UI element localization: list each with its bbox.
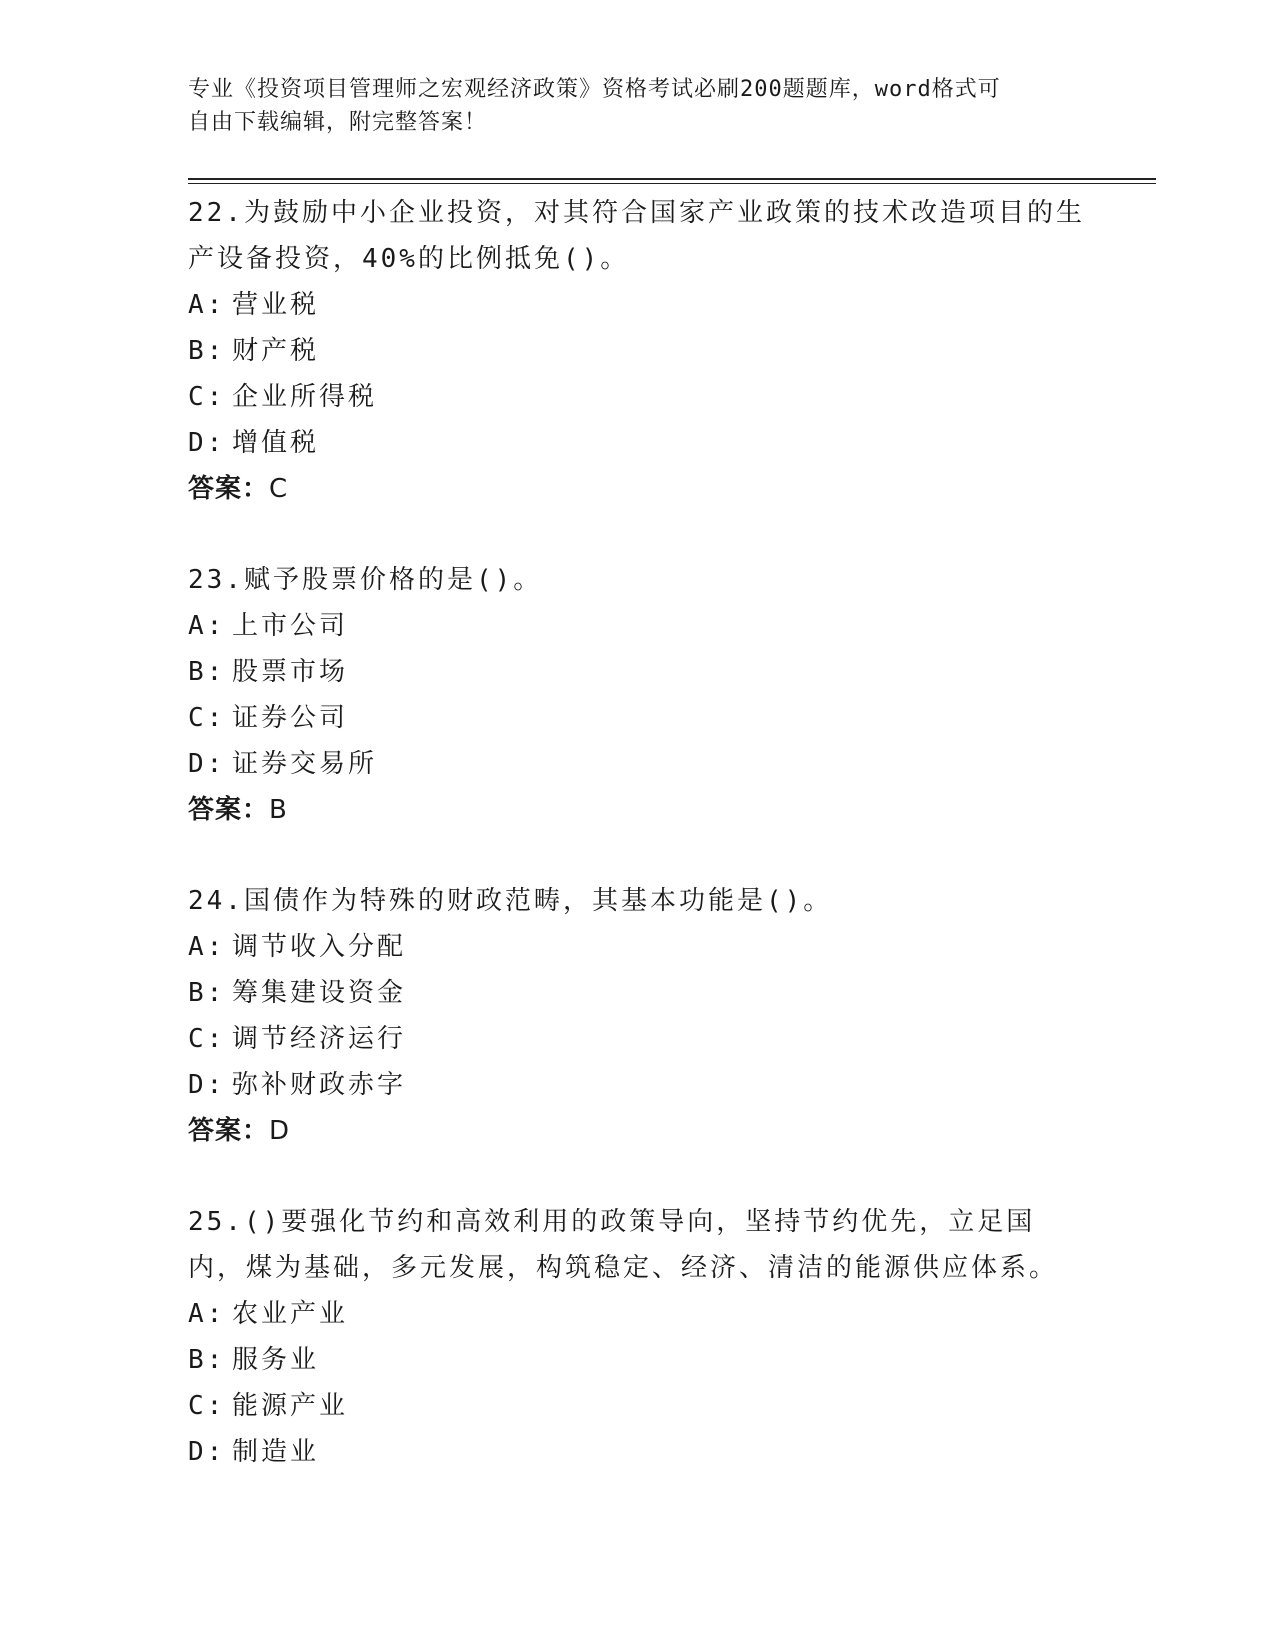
document-header bbox=[188, 73, 1088, 139]
option-letter: B: bbox=[188, 336, 226, 366]
answer-line bbox=[188, 466, 1088, 512]
option-text: 股票市场 bbox=[232, 657, 349, 687]
answer-value: B bbox=[269, 795, 288, 825]
answer-label: 答案： bbox=[188, 795, 270, 825]
option-c bbox=[188, 1016, 1088, 1062]
option-b bbox=[188, 970, 1088, 1016]
header-line-1: 专业《投资项目管理师之宏观经济政策》资格考试必刷200题题库，word格式可 bbox=[188, 77, 1001, 102]
option-letter: B: bbox=[188, 978, 226, 1008]
header-divider-thick bbox=[188, 178, 1156, 180]
option-text: 农业产业 bbox=[232, 1299, 349, 1329]
option-b bbox=[188, 328, 1088, 374]
option-text: 企业所得税 bbox=[232, 382, 378, 412]
option-d bbox=[188, 1062, 1088, 1108]
option-b bbox=[188, 649, 1088, 695]
option-d bbox=[188, 741, 1088, 787]
option-text: 筹集建设资金 bbox=[232, 978, 407, 1008]
option-c bbox=[188, 374, 1088, 420]
answer-label: 答案： bbox=[188, 474, 270, 504]
option-text: 调节经济运行 bbox=[232, 1024, 407, 1054]
option-letter: D: bbox=[188, 428, 226, 458]
option-letter: D: bbox=[188, 1437, 226, 1467]
option-letter: A: bbox=[188, 1299, 226, 1329]
option-letter: A: bbox=[188, 290, 226, 320]
option-d bbox=[188, 1429, 1088, 1475]
question-stem: 24.国债作为特殊的财政范畴，其基本功能是()。 bbox=[188, 886, 833, 916]
option-letter: A: bbox=[188, 932, 226, 962]
option-text: 营业税 bbox=[232, 290, 320, 320]
question-23 bbox=[188, 557, 1088, 833]
question-22 bbox=[188, 190, 1088, 512]
option-text: 证券交易所 bbox=[232, 749, 378, 779]
question-stem: 23.赋予股票价格的是()。 bbox=[188, 565, 543, 595]
option-a bbox=[188, 603, 1088, 649]
answer-value: D bbox=[269, 1116, 291, 1146]
option-text: 证券公司 bbox=[232, 703, 349, 733]
option-b bbox=[188, 1337, 1088, 1383]
question-24 bbox=[188, 878, 1088, 1154]
option-c bbox=[188, 1383, 1088, 1429]
answer-line bbox=[188, 787, 1088, 833]
option-letter: B: bbox=[188, 657, 226, 687]
option-text: 弥补财政赤字 bbox=[232, 1070, 407, 1100]
option-letter: C: bbox=[188, 382, 226, 412]
option-letter: D: bbox=[188, 749, 226, 779]
option-a bbox=[188, 924, 1088, 970]
option-text: 调节收入分配 bbox=[232, 932, 407, 962]
option-text: 服务业 bbox=[232, 1345, 320, 1375]
option-c bbox=[188, 695, 1088, 741]
header-line-2: 自由下载编辑，附完整答案！ bbox=[188, 110, 488, 135]
option-letter: C: bbox=[188, 703, 226, 733]
option-text: 制造业 bbox=[232, 1437, 320, 1467]
option-text: 财产税 bbox=[232, 336, 320, 366]
option-letter: D: bbox=[188, 1070, 226, 1100]
answer-value: C bbox=[269, 474, 289, 504]
option-d bbox=[188, 420, 1088, 466]
option-text: 上市公司 bbox=[232, 611, 349, 641]
question-list bbox=[188, 190, 1088, 1520]
question-stem: 22.为鼓励中小企业投资，对其符合国家产业政策的技术改造项目的生产设备投资，40%的比例抵免()。 bbox=[188, 198, 1085, 274]
question-25 bbox=[188, 1199, 1088, 1475]
option-text: 增值税 bbox=[232, 428, 320, 458]
option-a bbox=[188, 282, 1088, 328]
option-a bbox=[188, 1291, 1088, 1337]
option-text: 能源产业 bbox=[232, 1391, 349, 1421]
header-divider-thin bbox=[188, 183, 1156, 184]
option-letter: B: bbox=[188, 1345, 226, 1375]
question-stem: 25.()要强化节约和高效利用的政策导向，坚持节约优先，立足国内，煤为基础，多元发展，构筑稳定、经济、清洁的能源供应体系。 bbox=[188, 1207, 1059, 1283]
option-letter: C: bbox=[188, 1024, 226, 1054]
option-letter: A: bbox=[188, 611, 226, 641]
answer-line bbox=[188, 1108, 1088, 1154]
option-letter: C: bbox=[188, 1391, 226, 1421]
answer-label: 答案： bbox=[188, 1116, 270, 1146]
